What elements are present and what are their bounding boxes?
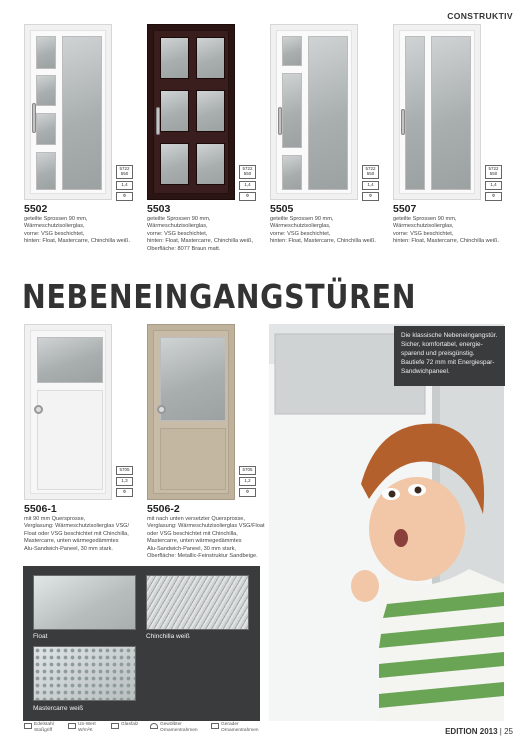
glass-pane	[431, 36, 471, 190]
door-5505-image	[270, 24, 358, 200]
door-badges	[116, 165, 133, 203]
door-5502-image	[24, 24, 112, 200]
glass-pane	[405, 36, 425, 190]
glass-pane	[196, 90, 225, 132]
frame-code-badge: 5722 550	[362, 165, 379, 179]
snow-icon: ✲	[362, 192, 379, 201]
door-panel	[37, 390, 103, 490]
edition-footer	[445, 727, 513, 736]
door-5507-image	[393, 24, 481, 200]
curved-frame-icon	[150, 723, 158, 729]
door-5503-image	[147, 24, 235, 200]
snow-icon: ✲	[116, 488, 133, 497]
door-5506-1-image	[24, 324, 112, 500]
legend-item: Gewölbter Ornamentrahmen	[150, 722, 198, 734]
door-knob	[157, 405, 166, 414]
glass-rebate-icon	[111, 723, 119, 729]
door-badges	[362, 165, 379, 203]
door-badges	[485, 165, 502, 203]
glass-pane	[160, 337, 226, 421]
door-handle	[32, 103, 36, 133]
door-5506-2-image	[147, 324, 235, 500]
door-handle	[278, 107, 282, 135]
mastercarre-glass-label: Mastercarre weiß	[33, 705, 84, 712]
u-value-badge: 1,3	[116, 477, 133, 486]
info-box: Die klassische Nebeneingangstür. Sicher, komfortabel, energie- sparend und preisgünstig. Bautiefe 72 mm mit Energiespar- Sandwichpaneel.	[394, 326, 505, 386]
snow-icon: ✲	[116, 192, 133, 201]
door-description: mit 90 mm Quersprosse, Verglasung: Wärmeschutzisolierglas VSG/ Float oder VSG beschichtet mit Chinchilla, Mastercarre, unten wärmegedämmtes Alu-Sandwich-Paneel, 30 mm stark.	[24, 516, 130, 552]
door-code: 5503	[147, 203, 171, 215]
door-code: 5502	[24, 203, 48, 215]
snow-icon: ✲	[485, 192, 502, 201]
section-tag: CONSTRUKTIV	[447, 11, 513, 21]
door-description: geteilte Sprossen 90 mm, Wärmeschutzisolierglas, vorne: VSG beschichtet, hinten: Float, Mastercarre, Chinchilla weiß.	[270, 216, 377, 245]
door-handle	[156, 107, 160, 135]
door-handle	[401, 109, 405, 135]
door-knob	[34, 405, 43, 414]
legend-item: Gerader Ornamentrahmen	[211, 722, 259, 734]
u-value-badge: 1,2	[239, 477, 256, 486]
glass-pane	[62, 36, 102, 190]
glass-pane	[282, 36, 302, 66]
door-code: 5506-2	[147, 503, 180, 515]
glass-pane	[36, 36, 56, 69]
glass-pane	[282, 155, 302, 190]
door-badges	[116, 466, 133, 499]
legend-item: Uᴅ-Wert W/m²K	[68, 722, 96, 734]
door-description: geteilte Sprossen 90 mm, Wärmeschutzisolierglas, vorne: VSG beschichtet, hinten: Float, Mastercarre, Chinchilla weiß, Oberfläche: 8077 Braun matt.	[147, 216, 254, 252]
glass-pane	[36, 152, 56, 190]
handle-icon	[24, 723, 32, 729]
frame-code-badge: 5705	[116, 466, 133, 475]
chinchilla-glass-label: Chinchilla weiß	[146, 633, 190, 640]
door-description: geteilte Sprossen 90 mm, Wärmeschutzisolierglas, vorne: VSG beschichtet, hinten: Float, Mastercarre, Chinchilla weiß.	[393, 216, 500, 245]
float-glass-label: Float	[33, 633, 48, 640]
page-number: | 25	[499, 727, 513, 736]
legend-item: Glasfalz	[111, 722, 138, 729]
glass-pane	[196, 143, 225, 185]
snow-icon: ✲	[239, 192, 256, 201]
glass-pane	[36, 113, 56, 145]
door-code: 5507	[393, 203, 417, 215]
frame-code-badge: 5705	[239, 466, 256, 475]
door-badges	[239, 466, 256, 499]
u-value-icon	[68, 723, 76, 729]
glass-pane	[160, 143, 189, 185]
u-value-badge: 1,4	[485, 181, 502, 190]
u-value-badge: 1,4	[239, 181, 256, 190]
frame-code-badge: 5722 550	[485, 165, 502, 179]
door-code: 5505	[270, 203, 294, 215]
door-panel	[160, 428, 226, 490]
door-description: mit nach unten versetzter Quersprosse, Verglasung: Wärmeschutzisolierglas VSG/Float oder VSG beschichtet mit Chinchilla, Mastercarre, unten wärmegedämmtes Alu-Sandwich-Paneel, 30 mm stark, Oberfläche: Metallic-Feinstruktur Sandbeige.	[147, 516, 265, 559]
glass-pane	[37, 337, 103, 383]
glass-pane	[308, 36, 348, 190]
glass-samples-panel	[23, 566, 260, 721]
frame-code-badge: 5722 550	[239, 165, 256, 179]
glass-pane	[36, 75, 56, 106]
float-glass-swatch	[33, 575, 136, 630]
glass-pane	[282, 73, 302, 148]
door-code: 5506-1	[24, 503, 57, 515]
door-badges	[239, 165, 256, 203]
glass-pane	[196, 37, 225, 79]
glass-pane	[160, 37, 189, 79]
mastercarre-glass-swatch	[33, 646, 136, 701]
glass-pane	[160, 90, 189, 132]
legend-item: Edelstahl Stoßgriff	[24, 722, 54, 734]
frame-code-badge: 5722 550	[116, 165, 133, 179]
chinchilla-glass-swatch	[146, 575, 249, 630]
u-value-badge: 1,4	[116, 181, 133, 190]
snow-icon: ✲	[239, 488, 256, 497]
door-description: geteilte Sprossen 90 mm, Wärmeschutzisolierglas, vorne: VSG beschichtet, hinten: Float, Mastercarre, Chinchilla weiß.	[24, 216, 131, 245]
u-value-badge: 1,4	[362, 181, 379, 190]
edition-label: EDITION 2013	[445, 727, 498, 736]
straight-frame-icon	[211, 723, 219, 729]
page-headline: NEBENEINGANGSTÜREN	[22, 277, 417, 316]
